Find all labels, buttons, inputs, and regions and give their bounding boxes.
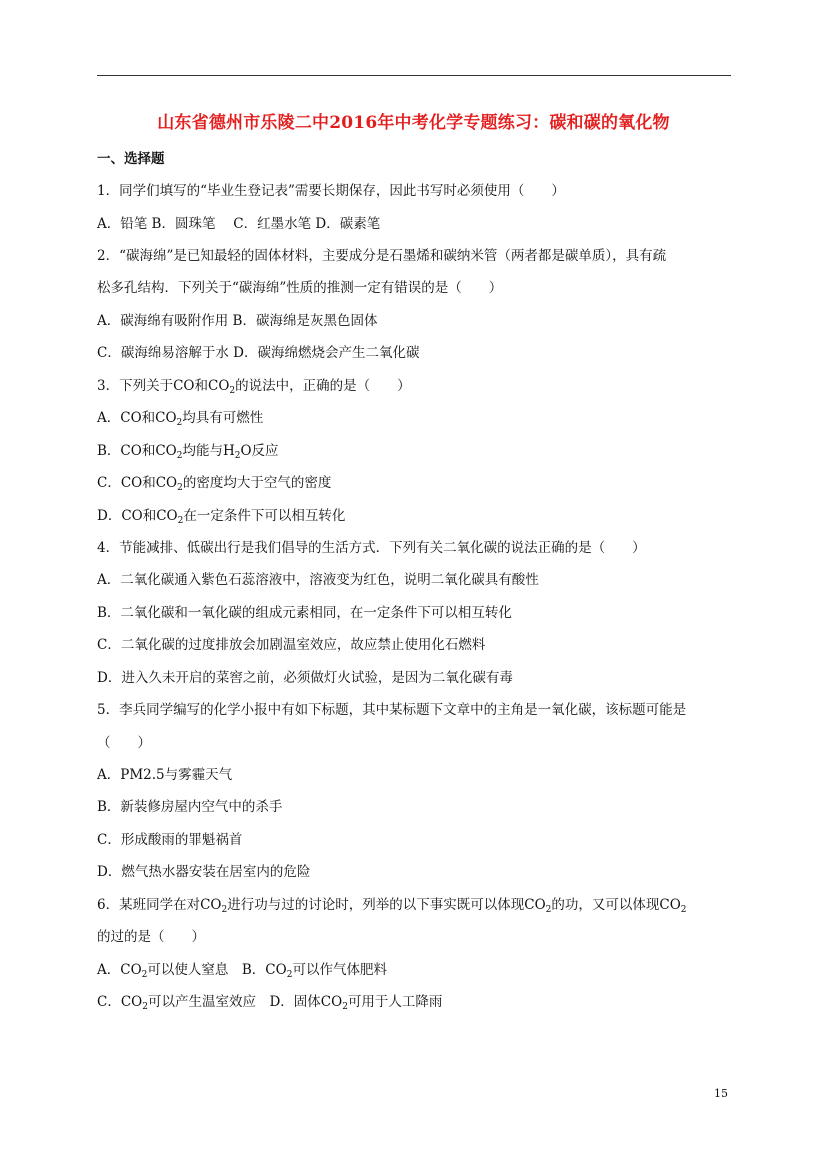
- question-4-option-b: B．二氧化碳和一氧化碳的组成元素相同，在一定条件下可以相互转化: [97, 605, 512, 621]
- question-5-option-d: D．燃气热水器安装在居室内的危险: [97, 864, 311, 880]
- question-6-options-ab: A．$CO_2$可以使人窒息 B．$CO_2$可以作气体肥料: [97, 962, 387, 980]
- question-6-line-1: 6．某班同学在对$CO_2$进行功与过的讨论时，列举的以下事实既可以体现$CO_2$的功，又可以体现$CO_2$: [97, 897, 687, 915]
- question-6-line-2: 的过的是（ ）: [97, 929, 205, 945]
- page-title: 山东省德州市乐陵二中2016年中考化学专题练习：碳和碳的氧化物: [157, 113, 670, 133]
- question-2-line-1: 2．“碳海绵”是已知最轻的固体材料，主要成分是石墨烯和碳纳米管（两者都是碳单质），具有疏: [97, 248, 667, 264]
- question-4-option-a: A．二氧化碳通入紫色石蕊溶液中，溶液变为红色，说明二氧化碳具有酸性: [97, 572, 539, 588]
- question-1-options: A．铅笔 B．圆珠笔 C．红墨水笔 D．碳素笔: [97, 216, 381, 232]
- question-3-option-b: B．CO和$CO_2$均能与$H_2O$反应: [97, 443, 279, 461]
- question-1: 1．同学们填写的“毕业生登记表”需要长期保存，因此书写时必须使用（ ）: [97, 183, 565, 199]
- question-5-option-a: A．PM2.5与雾霾天气: [97, 767, 233, 783]
- question-5-line-1: 5．李兵同学编写的化学小报中有如下标题，其中某标题下文章中的主角是一氧化碳，该标题可能是: [97, 702, 687, 718]
- section-heading: 一、选择题: [97, 151, 165, 167]
- question-3-option-d: D．CO和$CO_2$在一定条件下可以相互转化: [97, 508, 346, 526]
- question-5-option-b: B．新装修房屋内空气中的杀手: [97, 799, 283, 815]
- question-4-option-c: C．二氧化碳的过度排放会加剧温室效应，故应禁止使用化石燃料: [97, 637, 486, 653]
- question-4: 4．节能减排、低碳出行是我们倡导的生活方式．下列有关二氧化碳的说法正确的是（ ）: [97, 540, 646, 556]
- question-6-options-cd: C．$CO_2$可以产生温室效应 D．固体$CO_2$可用于人工降雨: [97, 994, 443, 1012]
- question-3: 3．下列关于CO和$CO_2$的说法中，正确的是（ ）: [97, 378, 411, 396]
- question-2-options-ab: A．碳海绵有吸附作用 B．碳海绵是灰黑色固体: [97, 313, 378, 329]
- question-5-line-2: （ ）: [97, 735, 151, 751]
- page-number: 15: [714, 1087, 728, 1100]
- question-3-option-c: C．CO和$CO_2$的密度均大于空气的密度: [97, 475, 332, 493]
- question-2-options-cd: C．碳海绵易溶解于水 D．碳海绵燃烧会产生二氧化碳: [97, 345, 420, 361]
- header-rule: [97, 75, 731, 76]
- question-2-line-2: 松多孔结构．下列关于“碳海绵”性质的推测一定有错误的是（ ）: [97, 280, 503, 296]
- question-3-option-a: A．CO和$CO_2$均具有可燃性: [97, 410, 264, 428]
- question-5-option-c: C．形成酸雨的罪魁祸首: [97, 832, 243, 848]
- question-4-option-d: D．进入久未开启的菜窖之前，必须做灯火试验，是因为二氧化碳有毒: [97, 670, 513, 686]
